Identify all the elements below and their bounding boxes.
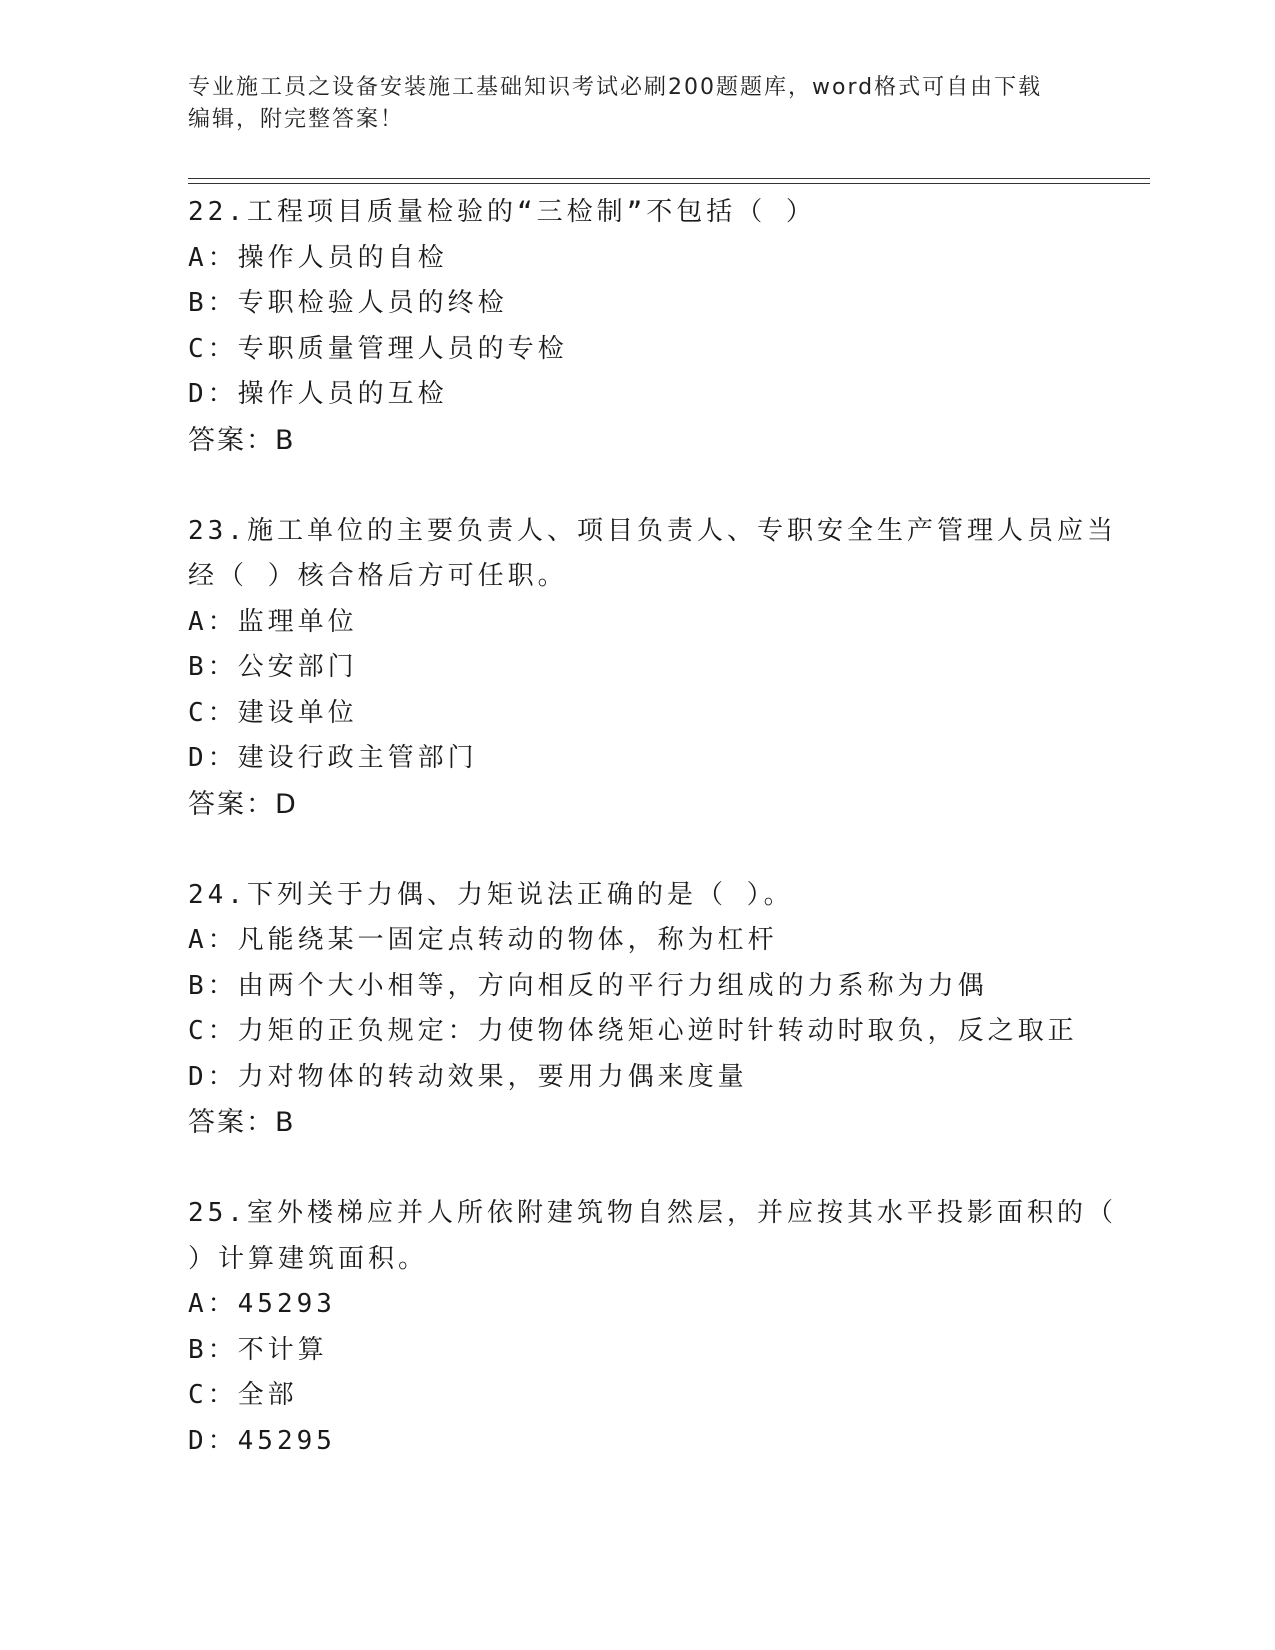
option-d: D：45295 [188,1425,336,1456]
option-d: D：操作人员的互检 [188,379,448,409]
option-c: C：建设单位 [188,697,358,728]
option-c: C：力矩的正负规定：力使物体绕矩心逆时针转动时取负，反之取正 [188,1016,1078,1046]
option-a: A：凡能绕某一固定点转动的物体，称为杠杆 [188,925,778,955]
spacer [188,463,1088,509]
spacer [188,827,1088,873]
option-d: D：建设行政主管部门 [188,743,478,773]
question-stem: 22.工程项目质量检验的“三检制”不包括（ ） [188,197,816,227]
option-b: B：公安部门 [188,652,358,682]
option-a: A：监理单位 [188,606,358,637]
header-divider-top [188,178,1150,179]
answer: 答案：B [188,424,296,456]
option-c: C：全部 [188,1380,298,1410]
question-stem: 23.施工单位的主要负责人、项目负责人、专职安全生产管理人员应当 [188,515,1117,546]
question-24 [188,873,1088,1146]
question-stem: 24.下列关于力偶、力矩说法正确的是（ ）。 [188,879,794,910]
spacer [188,1146,1088,1192]
question-stem-cont: 经（ ）核合格后方可任职。 [188,561,568,591]
header-divider-bottom [188,183,1150,184]
option-c: C：专职质量管理人员的专检 [188,333,568,364]
question-list [188,190,1117,1464]
answer: 答案：D [188,788,298,820]
option-b: B：由两个大小相等，方向相反的平行力组成的力系称为力偶 [188,970,988,1001]
document-header [188,72,1068,136]
header-line-2: 编辑，附完整答案！ [188,107,405,132]
option-b: B：不计算 [188,1334,328,1365]
option-a: A：45293 [188,1289,336,1319]
question-23 [188,509,1117,828]
option-d: D：力对物体的转动效果，要用力偶来度量 [188,1061,748,1092]
option-a: A：操作人员的自检 [188,242,448,273]
answer: 答案：B [188,1107,296,1138]
header-line-1: 专业施工员之设备安装施工基础知识考试必刷200题题库，word格式可自由下载 [188,75,1043,100]
question-stem-cont: ）计算建筑面积。 [188,1243,429,1274]
question-22 [188,190,1088,463]
option-b: B：专职检验人员的终检 [188,288,508,318]
question-stem: 25.室外楼梯应并人所依附建筑物自然层，并应按其水平投影面积的（ [188,1198,1117,1228]
question-25 [188,1191,1117,1464]
